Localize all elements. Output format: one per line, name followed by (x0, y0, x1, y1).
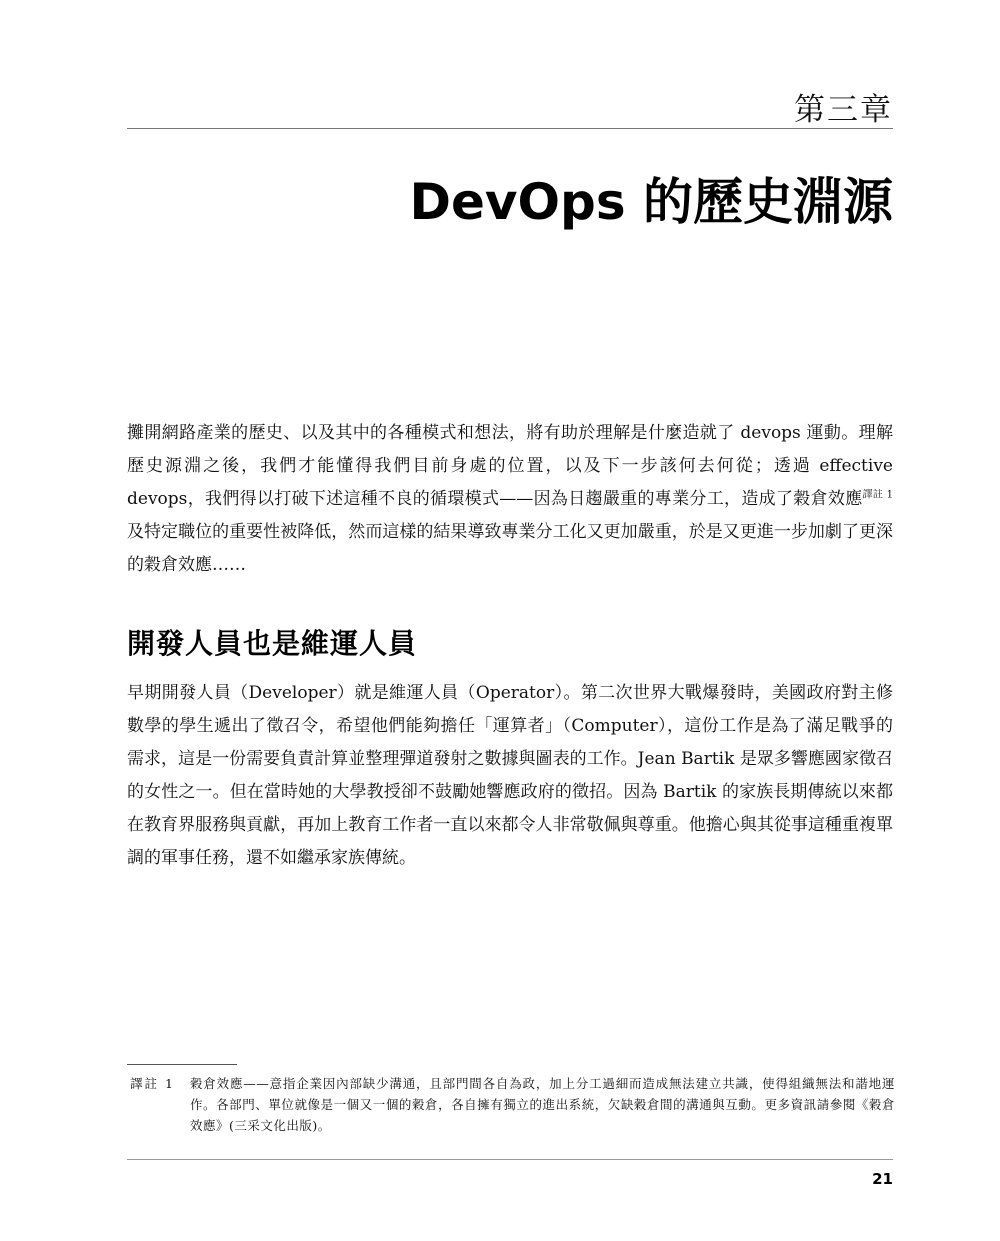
page-number: 21 (872, 1170, 893, 1188)
chapter-title: DevOps 的歷史淵源 (409, 173, 893, 231)
translator-note-ref: 譯註 1 (862, 489, 894, 501)
footnote-rule (127, 1064, 237, 1065)
footnote-text: 穀倉效應——意指企業因內部缺少溝通，且部門間各自為政，加上分工過細而造成無法建立共識，使得組織無法和諧地運作。各部門、單位就像是一個又一個的穀倉，各自擁有獨立的進出系統，欠缺穀倉間的溝通與互動。更多資訊請參閱《穀倉效應》(三采文化出版)。 (190, 1076, 895, 1133)
header-rule (127, 128, 893, 129)
section-heading: 開發人員也是維運人員 (127, 627, 418, 660)
section-paragraph: 早期開發人員（Developer）就是維運人員（Operator）。第二次世界大戰爆發時，美國政府對主修數學的學生遞出了徵召令，希望他們能夠擔任「運算者」（Computer），這份工作是為了滿足戰爭的需求，這是一份需要負責計算並整理彈道發射之數據與圖表的工作。Jean Bartik 是眾多響應國家徵召的女性之一。但在當時她的大學教授卻不鼓勵她響應政府的徵招。因為 Bartik 的家族長期傳統以來都在教育界服務與貢獻，再加上教育工作者一直以來都令人非常敬佩與尊重。他擔心與其從事這種重複單調的軍事任務，還不如繼承家族傳統。 (127, 683, 893, 868)
intro-paragraph (127, 417, 893, 582)
footer-rule (127, 1159, 893, 1160)
intro-text-part1: 攤開網路產業的歷史、以及其中的各種模式和想法，將有助於理解是什麼造就了 devops 運動。理解歷史源淵之後，我們才能懂得我們目前身處的位置，以及下一步該何去何從；透過 effective devops，我們得以打破下述這種不良的循環模式——因為日趨嚴重的專業分工，造成了穀倉效應 (127, 423, 893, 509)
footnote-label: 譯註 1 (130, 1076, 175, 1091)
footnote (130, 1073, 895, 1136)
chapter-label: 第三章 (794, 92, 893, 128)
intro-text-part2: 及特定職位的重要性被降低，然而這樣的結果導致專業分工化又更加嚴重，於是又更進一步加劇了更深的穀倉效應…… (127, 522, 893, 575)
